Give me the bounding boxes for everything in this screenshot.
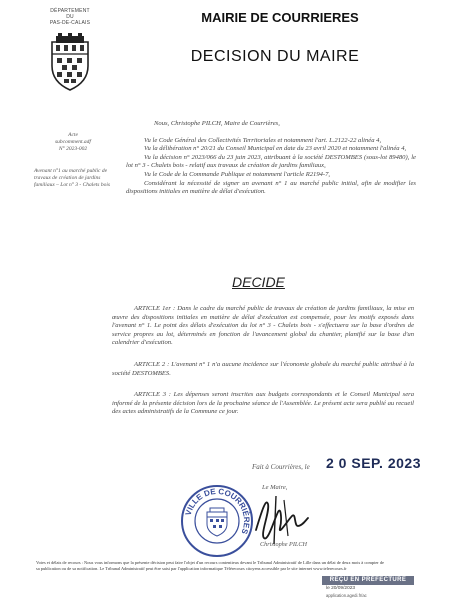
coat-of-arms-icon — [44, 32, 96, 92]
decide-heading: DECIDE — [232, 274, 285, 290]
article-2: ARTICLE 2 : L'avenant n° 1 n'a aucune incidence sur l'économie globale du marché public attribué à la société DESTOMBES. — [112, 360, 414, 377]
svg-text:VILLE DE COURRIÈRES: VILLE DE COURRIÈRES — [183, 486, 252, 536]
article-1: ARTICLE 1er : Dans le cadre du marché public de travaux de création de jardins familiaux, la mise en œuvre des dispositions initiales en matière de délai d'exécution est compensée, pour les motifs exposés dans l'avenant n° 1. Le point des délais d'exécution du lot n° 3 - Chalets bois - s'effectuera sur la base d'ordres de service propres au lot, déterminés en fonction de l'avancement global du chantier, planifié sur la base d'un calendrier d'exécution. — [112, 305, 414, 347]
reference-line: Acte — [68, 132, 78, 138]
department-line: DÉPARTEMENT — [50, 8, 90, 14]
department-line: PAS-DE-CALAIS — [49, 20, 91, 26]
vu-paragraph: Vu la décision n° 2023/066 du 23 juin 2023, attribuant à la société DESTOMBES (sous-lot 89480), le lot n° 3 - Chalets bois - relatif aux travaux de création de jardins familiaux, — [126, 153, 416, 170]
decision-title: DECISION DU MAIRE — [190, 48, 360, 65]
department-label — [40, 8, 100, 26]
mairie-title: MAIRIE DE COURRIERES — [201, 10, 359, 25]
signer-name: Christophe PILCH — [260, 541, 307, 548]
preamble — [126, 120, 416, 197]
received-stamp-label: REÇU EN PRÉFECTURE — [322, 576, 414, 585]
date-stamp: 2 0 SEP. 2023 — [326, 455, 421, 471]
nous-line: Nous, Christophe PILCH, Maire de Courrières, — [154, 120, 280, 127]
received-stamp — [318, 576, 414, 598]
signer-role: Le Maire, — [262, 484, 288, 491]
place-line: Fait à Courrières, le — [252, 463, 310, 471]
vu-paragraph: Vu la délibération n° 20/21 du Conseil Municipal en date du 23 avril 2020 et notamment l'alinéa 4, — [144, 145, 407, 153]
articles — [112, 305, 414, 430]
act-reference — [38, 132, 108, 153]
reference-line: N° 2023-002 — [58, 146, 88, 152]
received-stamp-date: le 20/09/2023 — [326, 586, 356, 591]
received-stamp-ref: application.agedi.fr/ac — [326, 593, 367, 598]
city-seal-icon — [180, 484, 254, 558]
considerant-paragraph: Considérant la nécessité de signer un avenant n° 1 au marché public initial, afin de modifier les dispositions initiales en matière de délai d'exécution. — [126, 179, 416, 196]
vu-paragraph: Vu le Code de la Commande Publique et notamment l'article R2194-7, — [144, 170, 331, 178]
vu-paragraph: Vu le Code Général des Collectivités Territoriales et notamment l'art. L.2122-22 alinéa 4, — [144, 136, 382, 144]
reference-line: subcomment.adf — [55, 139, 91, 145]
article-3: ARTICLE 3 : Les dépenses seront inscrites aux budgets correspondants et le Conseil Municipal sera informé de la présente décision lors de la prochaine séance de l'Assemblée. Le présent acte sera publié au recueil des actes administratifs de la Commune ce jour. — [112, 391, 414, 416]
appeal-notice: Voies et délais de recours : Nous vous informons que la présente décision peut faire l'objet d'un recours contentieux devant le Tribunal Administratif de Lille dans un délai de deux mois à compter de sa publication ou de sa notification. Le Tribunal Administratif peut être saisi par l'application informatique Télérecours citoyens accessible par le site internet www.telerecours.fr — [36, 560, 384, 571]
margin-subject: Avenant n°1 au marché public de travaux de création de jardins familiaux – Lot n° 3 - Chalets bois — [34, 168, 110, 188]
department-line: DU — [66, 14, 74, 20]
